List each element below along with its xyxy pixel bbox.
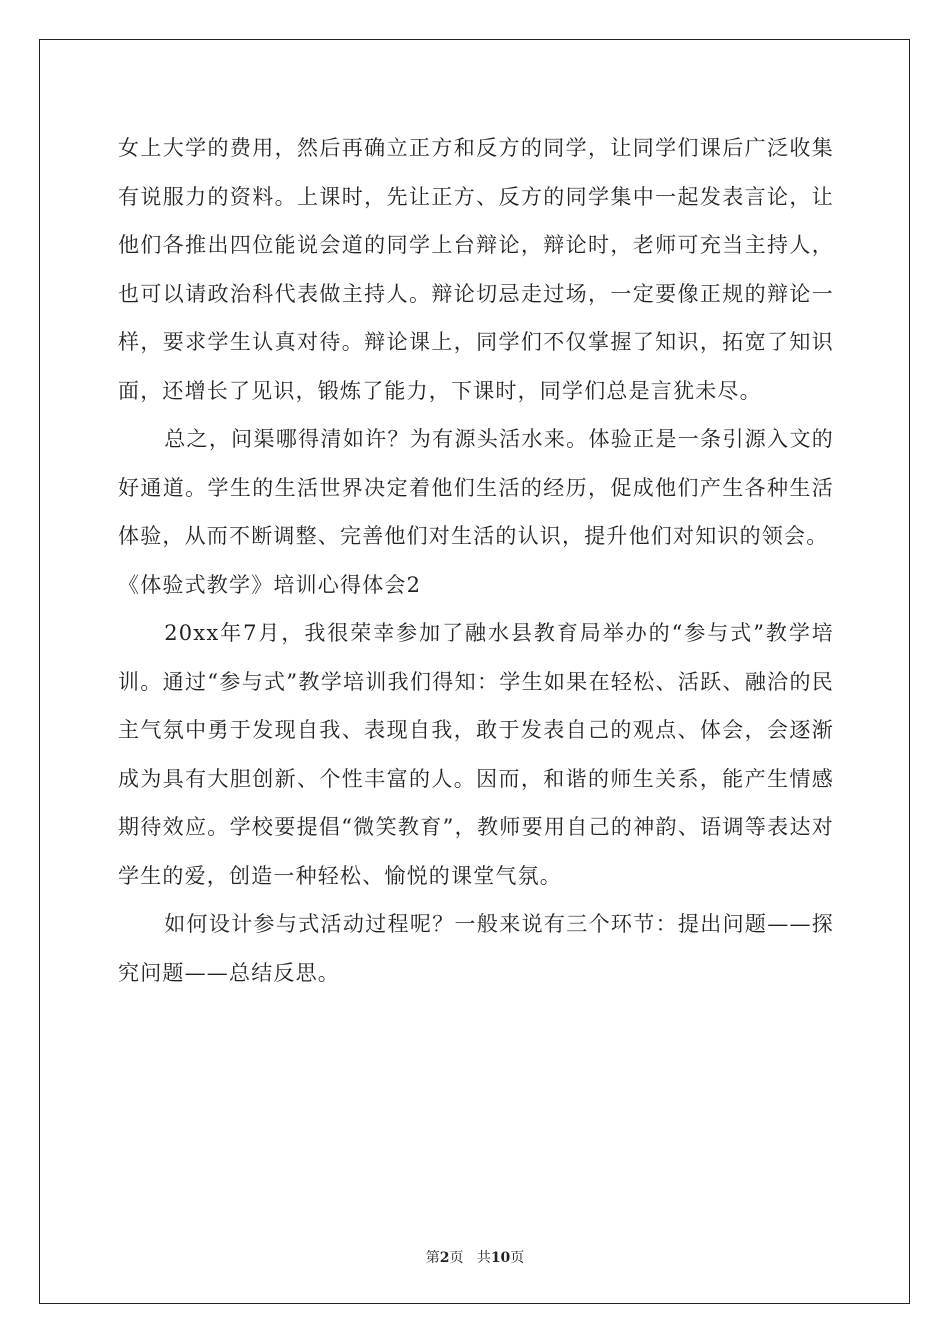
footer-page-number: 2	[439, 1250, 450, 1266]
footer-total-unit: 页	[510, 1250, 525, 1266]
paragraph-2: 总之，问渠哪得清如许？为有源头活水来。体验正是一条引源入文的好通道。学生的生活世界决定着他们生活的经历，促成他们产生各种生活体验，从而不断调整、完善他们对生活的认识，提升他们对知识的领会。	[118, 427, 834, 548]
paragraph-4: 如何设计参与式活动过程呢？一般来说有三个环节：提出问题——探究问题——总结反思。	[118, 912, 834, 985]
section-heading: 《体验式教学》培训心得体会2	[118, 572, 422, 597]
page-footer	[0, 1247, 950, 1267]
document-body	[118, 124, 834, 997]
paragraph-1: 女上大学的费用，然后再确立正方和反方的同学，让同学们课后广泛收集有说服力的资料。上课时，先让正方、反方的同学集中一起发表言论，让他们各推出四位能说会道的同学上台辩论，辩论时，老师可充当主持人，也可以请政治科代表做主持人。辩论切忌走过场，一定要像正规的辩论一样，要求学生认真对待。辩论课上，同学们不仅掌握了知识，拓宽了知识面，还增长了见识，锻炼了能力，下课时，同学们总是言犹未尽。	[118, 136, 834, 403]
footer-total-prefix: 共	[476, 1250, 491, 1266]
footer-total-pages: 10	[490, 1250, 511, 1266]
footer-prefix: 第	[425, 1250, 440, 1266]
paragraph-3: 20xx年7月，我很荣幸参加了融水县教育局举办的“参与式”教学培训。通过“参与式”教学培训我们得知：学生如果在轻松、活跃、融洽的民主气氛中勇于发现自我、表现自我，敢于发表自己的观点、体会，会逐渐成为具有大胆创新、个性丰富的人。因而，和谐的师生关系，能产生情感期待效应。学校要提倡“微笑教育”，教师要用自己的神韵、语调等表达对学生的爱，创造一种轻松、愉悦的课堂气氛。	[118, 621, 834, 888]
footer-page-unit: 页	[449, 1250, 464, 1266]
